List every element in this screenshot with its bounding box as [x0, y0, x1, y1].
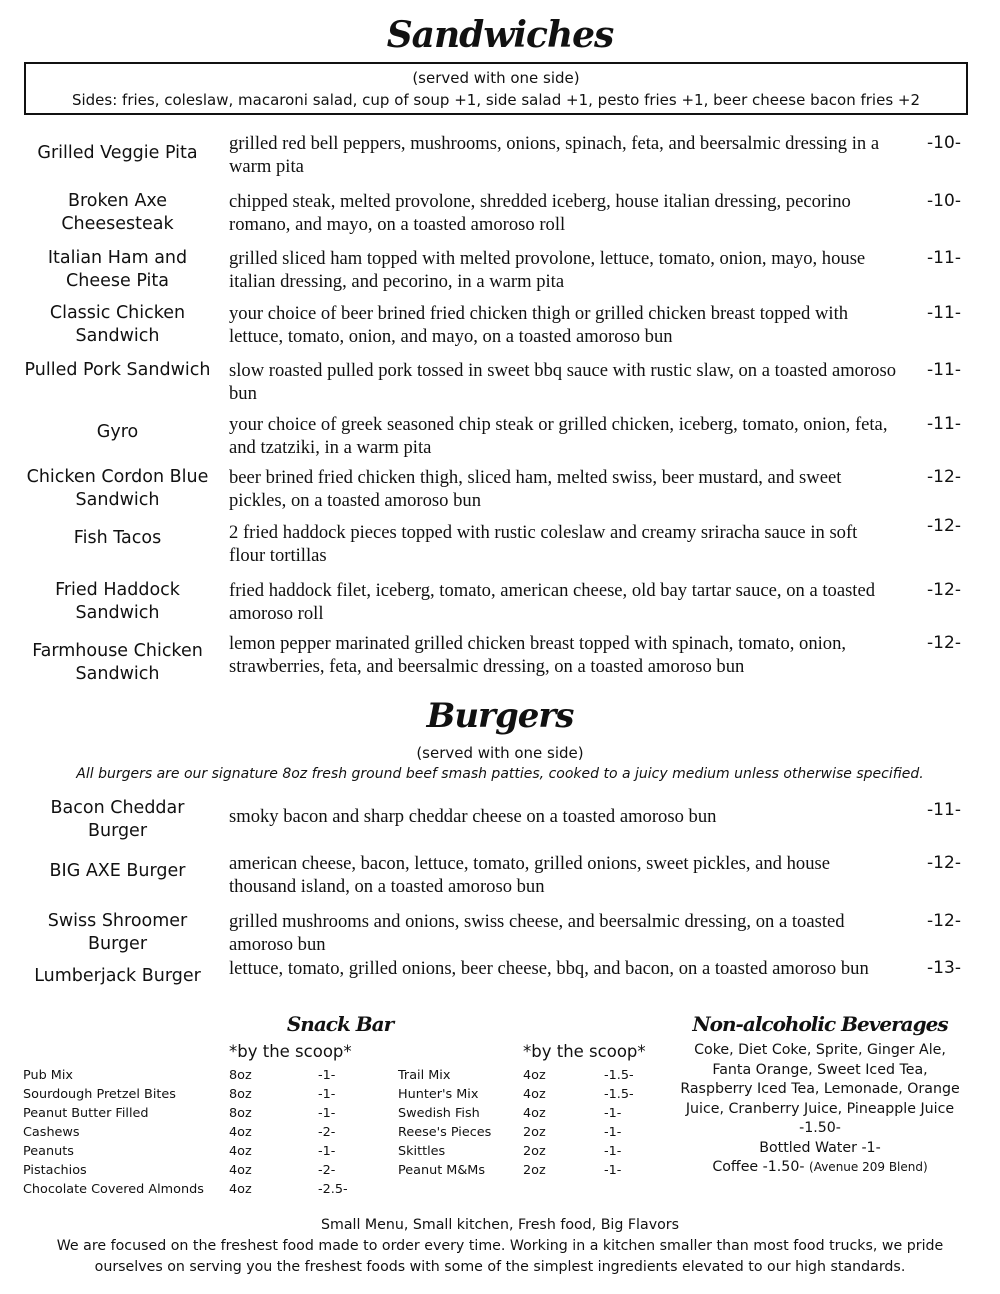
footer-statement: We are focused on the freshest food made to order every time. Working in a kitchen smaller than most food trucks, we pride ourselves on serving you the freshest foods with some of the simplest ingredients elevated to our high standards.: [56, 1238, 944, 1275]
item-name: Farmhouse Chicken Sandwich: [32, 641, 203, 684]
snack-size: 4oz: [229, 1125, 252, 1140]
scoop-label: *by the scoop*: [229, 1042, 352, 1061]
snack-row: [398, 1142, 668, 1161]
snack-price: -1-: [604, 1163, 622, 1178]
item-name: Grilled Veggie Pita: [37, 143, 198, 163]
coffee-line: [680, 1158, 960, 1178]
snack-price: -1-: [318, 1144, 336, 1159]
sandwiches-title: Sandwiches: [386, 14, 614, 56]
snack-row: [398, 1123, 668, 1142]
snack-name: Reese's Pieces: [398, 1125, 492, 1140]
item-name: Fried Haddock Sandwich: [55, 580, 180, 623]
item-name: Broken Axe Cheesesteak: [61, 191, 174, 234]
item-price: -11-: [927, 248, 961, 268]
item-price: -11-: [927, 303, 961, 323]
snack-name: Hunter's Mix: [398, 1087, 479, 1102]
item-description: lemon pepper marinated grilled chicken breast topped with spinach, tomato, onion, strawberries, feta, and beersalmic dressing, on a toasted amoroso bun: [229, 633, 847, 677]
item-description: fried haddock filet, iceberg, tomato, american cheese, old bay tartar sauce, on a toasted amoroso roll: [229, 580, 876, 624]
snack-size: 2oz: [523, 1125, 546, 1140]
sides-list: Sides: fries, coleslaw, macaroni salad, cup of soup +1, side salad +1, pesto fries +1, beer cheese bacon fries +2: [71, 91, 921, 109]
snack-bar-title: Snack Bar: [286, 1012, 394, 1036]
item-name: Pulled Pork Sandwich: [24, 360, 211, 380]
item-description: beer brined fried chicken thigh, sliced ham, melted swiss, beer mustard, and sweet pickles, on a toasted amoroso bun: [229, 467, 842, 511]
burgers-served-note: (served with one side): [416, 744, 584, 762]
sandwiches-served-note: (served with one side): [412, 69, 580, 87]
snack-price: -2.5-: [318, 1182, 348, 1197]
snack-size: 8oz: [229, 1087, 252, 1102]
snack-size: 4oz: [523, 1087, 546, 1102]
item-name: Gyro: [96, 422, 139, 442]
snack-row: [23, 1066, 383, 1085]
snack-price: -1-: [318, 1068, 336, 1083]
item-price: -12-: [927, 911, 961, 931]
item-description: chipped steak, melted provolone, shredded iceberg, house italian dressing, pecorino romano, and mayo, on a toasted amoroso roll: [229, 191, 851, 235]
item-name: Fish Tacos: [73, 528, 162, 548]
snack-price: -1-: [318, 1106, 336, 1121]
item-description: grilled red bell peppers, mushrooms, onions, spinach, feta, and beersalmic dressing in a warm pita: [229, 133, 880, 177]
item-name: Italian Ham and Cheese Pita: [47, 248, 188, 291]
snack-row: [398, 1085, 668, 1104]
snack-size: 4oz: [523, 1068, 546, 1083]
footer: [0, 1215, 1000, 1278]
footer-tagline: Small Menu, Small kitchen, Fresh food, Big Flavors: [321, 1217, 679, 1233]
snack-name: Skittles: [398, 1144, 446, 1159]
beverages-title: Non-alcoholic Beverages: [692, 1012, 948, 1036]
coffee: Coffee -1.50-: [712, 1159, 805, 1175]
snack-name: Swedish Fish: [398, 1106, 480, 1121]
item-price: -10-: [927, 191, 961, 211]
item-price: -12-: [927, 467, 961, 487]
item-price: -12-: [927, 580, 961, 600]
snack-price: -2-: [318, 1163, 336, 1178]
item-description: 2 fried haddock pieces topped with rustic coleslaw and creamy sriracha sauce in soft flour tortillas: [229, 522, 858, 566]
item-description: american cheese, bacon, lettuce, tomato, grilled onions, sweet pickles, and house thousand island, on a toasted amoroso bun: [229, 853, 830, 897]
snack-size: 4oz: [229, 1182, 252, 1197]
item-name: Bacon Cheddar Burger: [50, 798, 185, 841]
snack-row: [23, 1123, 383, 1142]
snack-price: -1-: [318, 1087, 336, 1102]
item-price: -10-: [927, 133, 961, 153]
item-description: slow roasted pulled pork tossed in sweet bbq sauce with rustic slaw, on a toasted amoroso bun: [229, 360, 897, 404]
snack-size: 4oz: [229, 1144, 252, 1159]
snack-row: [398, 1161, 668, 1180]
sides-box: [24, 62, 968, 115]
snack-row: [23, 1142, 383, 1161]
snack-name: Cashews: [23, 1125, 80, 1140]
snack-name: Peanut Butter Filled: [23, 1106, 149, 1121]
snack-price: -2-: [318, 1125, 336, 1140]
snack-name: Peanut M&Ms: [398, 1163, 486, 1178]
beverages-block: [680, 1041, 960, 1178]
snack-name: Trail Mix: [398, 1068, 451, 1083]
snack-size: 8oz: [229, 1068, 252, 1083]
item-name: Chicken Cordon Blue Sandwich: [26, 467, 209, 510]
snack-row: [398, 1104, 668, 1123]
snack-name: Chocolate Covered Almonds: [23, 1182, 204, 1197]
burgers-title: Burgers: [426, 696, 574, 736]
snack-size: 2oz: [523, 1163, 546, 1178]
item-name: Classic Chicken Sandwich: [49, 303, 186, 346]
snack-name: Pub Mix: [23, 1068, 73, 1083]
item-description: your choice of beer brined fried chicken thigh or grilled chicken breast topped with lettuce, tomato, onion, and mayo, on a toasted amoroso bun: [229, 303, 849, 347]
snack-size: 4oz: [229, 1163, 252, 1178]
scoop-label: *by the scoop*: [523, 1042, 646, 1061]
snack-price: -1-: [604, 1106, 622, 1121]
item-price: -11-: [927, 360, 961, 380]
item-description: grilled mushrooms and onions, swiss cheese, and beersalmic dressing, on a toasted amoroso bun: [229, 911, 845, 955]
item-price: -11-: [927, 414, 961, 434]
item-name: Swiss Shroomer Burger: [47, 911, 188, 954]
item-price: -12-: [927, 633, 961, 653]
snack-price: -1.5-: [604, 1068, 634, 1083]
snack-list-left: [23, 1066, 383, 1199]
bottled-water: Bottled Water -1-: [759, 1139, 881, 1156]
snack-list-right: [398, 1066, 668, 1180]
item-name: Lumberjack Burger: [34, 966, 201, 986]
snack-name: Pistachios: [23, 1163, 87, 1178]
snack-price: -1-: [604, 1144, 622, 1159]
item-description: grilled sliced ham topped with melted provolone, lettuce, tomato, onion, mayo, house italian dressing, and pecorino, in a warm pita: [229, 248, 866, 292]
snack-row: [23, 1180, 383, 1199]
coffee-blend-note: (Avenue 209 Blend): [809, 1160, 928, 1174]
snack-size: 2oz: [523, 1144, 546, 1159]
snack-row: [23, 1104, 383, 1123]
snack-size: 4oz: [523, 1106, 546, 1121]
item-description: your choice of greek seasoned chip steak or grilled chicken, iceberg, tomato, onion, feta, and tzatziki, in a warm pita: [229, 414, 888, 458]
snack-row: [398, 1066, 668, 1085]
snack-price: -1.5-: [604, 1087, 634, 1102]
snack-name: Sourdough Pretzel Bites: [23, 1087, 176, 1102]
item-price: -12-: [927, 853, 961, 873]
item-description: lettuce, tomato, grilled onions, beer cheese, bbq, and bacon, on a toasted amoroso bun: [229, 958, 869, 979]
snack-row: [23, 1161, 383, 1180]
beverages-list-price: -1.50-: [799, 1120, 841, 1136]
snack-name: Peanuts: [23, 1144, 74, 1159]
snack-row: [23, 1085, 383, 1104]
burgers-description-note: All burgers are our signature 8oz fresh ground beef smash patties, cooked to a juicy medium unless otherwise specified.: [76, 766, 924, 782]
beverages-list: Coke, Diet Coke, Sprite, Ginger Ale, Fanta Orange, Sweet Iced Tea, Raspberry Iced Tea, Lemonade, Orange Juice, Cranberry Juice, Pineapple Juice: [680, 1042, 960, 1117]
snack-price: -1-: [604, 1125, 622, 1140]
item-price: -11-: [927, 800, 961, 820]
item-description: smoky bacon and sharp cheddar cheese on a toasted amoroso bun: [229, 806, 717, 827]
item-price: -13-: [927, 958, 961, 978]
item-name: BIG AXE Burger: [49, 861, 186, 881]
snack-size: 8oz: [229, 1106, 252, 1121]
item-price: -12-: [927, 516, 961, 536]
